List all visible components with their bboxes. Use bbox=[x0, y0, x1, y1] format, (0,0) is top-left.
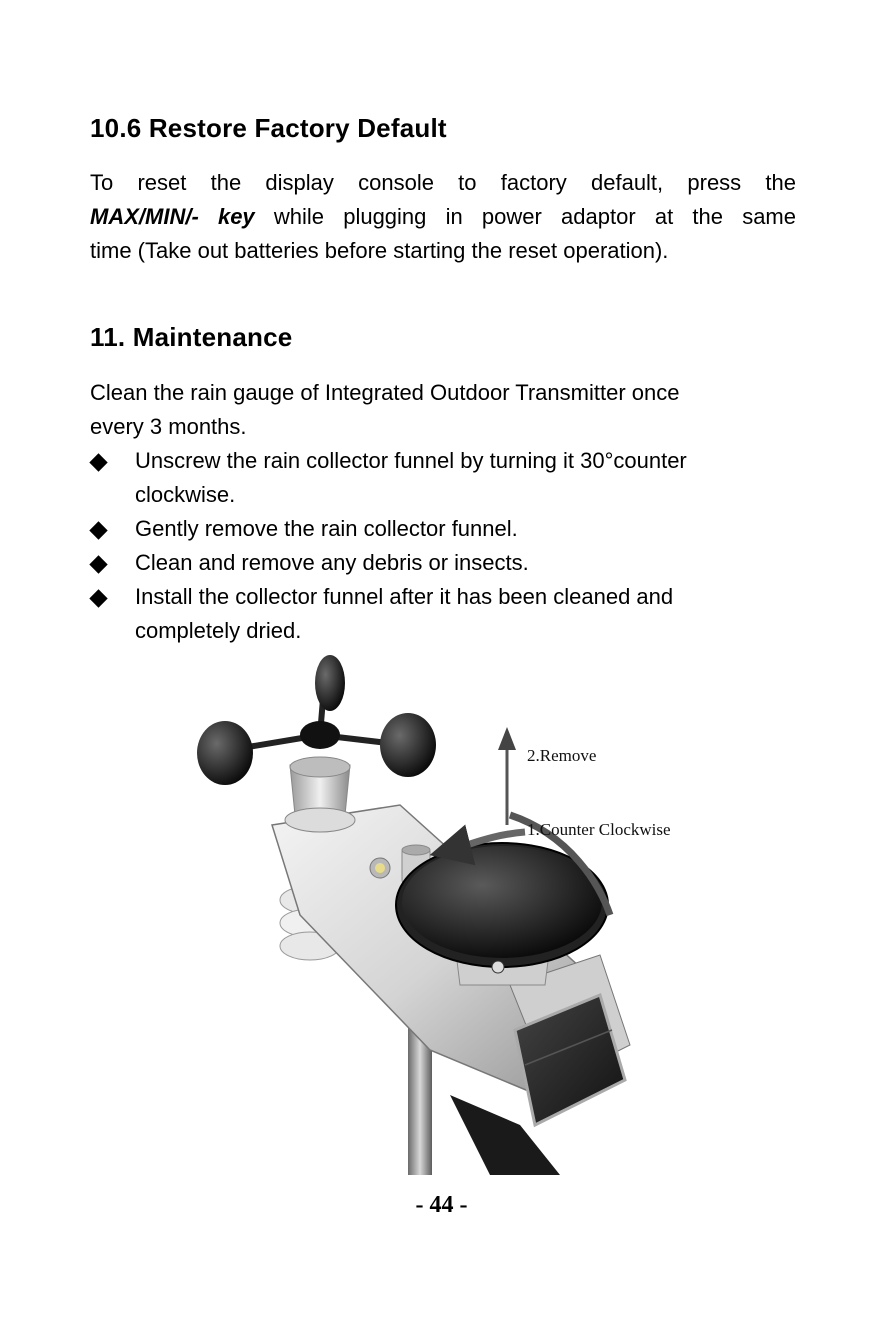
step-1-line-2: clockwise. bbox=[135, 482, 236, 507]
list-item bbox=[90, 580, 796, 648]
diamond-bullet-icon bbox=[89, 555, 107, 573]
restore-instructions-paragraph bbox=[90, 166, 796, 268]
step-2-text: Gently remove the rain collector funnel. bbox=[135, 516, 518, 541]
maintenance-intro-paragraph bbox=[90, 376, 796, 444]
page-number: - 44 - bbox=[415, 1192, 468, 1218]
restore-line-2-rest: while plugging in power adaptor at the same bbox=[254, 204, 796, 229]
maintenance-intro-line-2: every 3 months. bbox=[90, 414, 247, 439]
diamond-bullet-icon bbox=[89, 453, 107, 471]
diamond-bullet-icon bbox=[89, 589, 107, 607]
list-item bbox=[90, 512, 796, 546]
restore-line-2 bbox=[90, 200, 796, 234]
maintenance-steps-list bbox=[90, 444, 796, 648]
restore-line-1: To reset the display console to factory default, press the bbox=[90, 170, 796, 195]
section-title-restore-factory-default: 10.6 Restore Factory Default bbox=[90, 113, 447, 143]
step-1-line-1: Unscrew the rain collector funnel by turning it 30°counter bbox=[135, 448, 687, 473]
up-arrow-icon bbox=[498, 727, 516, 750]
restore-line-3: time (Take out batteries before starting the reset operation). bbox=[90, 238, 669, 263]
max-min-key-text: MAX/MIN/- key bbox=[90, 204, 255, 229]
list-item bbox=[90, 444, 796, 512]
list-item bbox=[90, 546, 796, 580]
section-title-maintenance: 11. Maintenance bbox=[90, 322, 293, 352]
label-counter-clockwise: 1.Counter Clockwise bbox=[527, 820, 671, 839]
label-remove: 2.Remove bbox=[527, 746, 597, 765]
step-4-line-2: completely dried. bbox=[135, 618, 302, 643]
weather-station-funnel-illustration bbox=[180, 655, 720, 1175]
anemometer-mast bbox=[285, 757, 355, 832]
diamond-bullet-icon bbox=[89, 521, 107, 539]
maintenance-intro-line-1: Clean the rain gauge of Integrated Outdoor Transmitter once bbox=[90, 380, 680, 405]
step-4-line-1: Install the collector funnel after it has been cleaned and bbox=[135, 584, 674, 609]
step-3-text: Clean and remove any debris or insects. bbox=[135, 550, 529, 575]
